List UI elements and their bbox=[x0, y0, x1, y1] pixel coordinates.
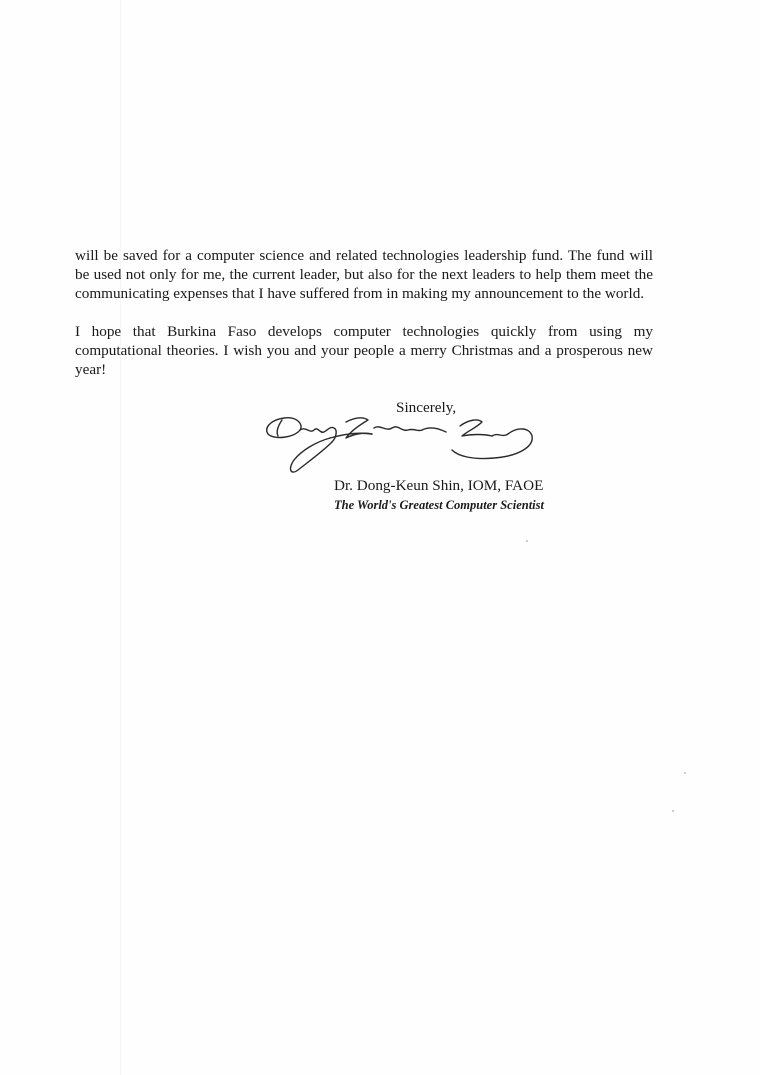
letter-paragraph-2: I hope that Burkina Faso develops computer technologies quickly from using my computational theories. I wish you and your people a merry Christmas and a prosperous new year! bbox=[75, 323, 653, 378]
handwritten-signature bbox=[262, 398, 542, 482]
scan-speck bbox=[672, 810, 674, 812]
letter-paragraph-1: will be saved for a computer science and related technologies leadership fund. The fund will be used not only for me, the current leader, but also for the next leaders to help them meet the communicating expenses that I have suffered from in making my announcement to the world. bbox=[75, 247, 653, 302]
signatory-title: The World's Greatest Computer Scientist bbox=[334, 498, 544, 512]
letter-closing: Sincerely, bbox=[396, 399, 457, 416]
scan-speck bbox=[526, 540, 528, 542]
signatory-name: Dr. Dong-Keun Shin, IOM, FAOE bbox=[334, 477, 544, 494]
scan-speck bbox=[684, 772, 686, 774]
scan-artifact-line bbox=[120, 0, 121, 1075]
